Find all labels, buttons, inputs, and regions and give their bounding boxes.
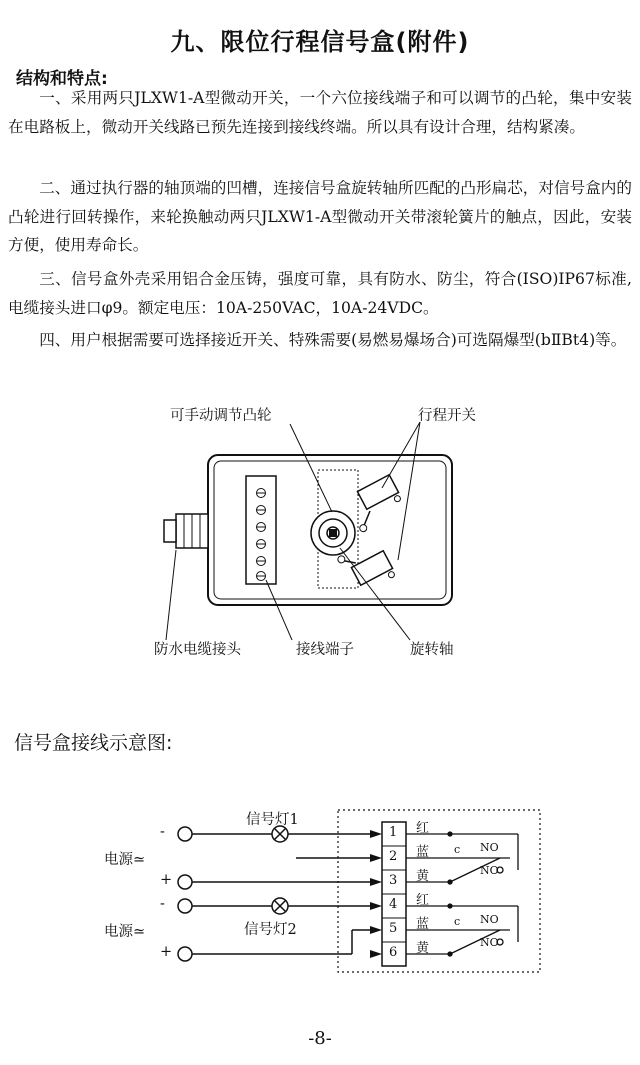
label-lamp-2: 信号灯2: [244, 922, 297, 938]
wiring-section-title: 信号盒接线示意图:: [14, 732, 173, 754]
paragraph-4: 四、用户根据需要可选择接近开关、特殊需要(易燃易爆场合)可选隔爆型(bⅡBt4)等。: [39, 331, 627, 349]
contact-no-label-3: NO: [480, 913, 499, 926]
contact-c-label-2: c: [454, 915, 461, 928]
terminal-number-5: 5: [389, 921, 398, 936]
terminal-number-1: 1: [389, 825, 398, 840]
label-power-2: 电源≃: [104, 924, 146, 940]
wire-color-5: 蓝: [416, 917, 430, 932]
label-waterproof-gland: 防水电缆接头: [154, 642, 241, 658]
external-wires: [178, 827, 370, 961]
sign-plus-2: +: [160, 944, 173, 960]
wire-color-1: 红: [416, 821, 430, 836]
wire-color-4: 红: [416, 893, 430, 908]
terminal-number-4: 4: [389, 897, 398, 912]
paragraph-1: 一、采用两只JLXW1-A型微动开关，一个六位接线端子和可以调节的凸轮，集中安装在电路板上，微动开关线路已预先连接到接线终端。所以具有设计合理，结构紧凑。: [8, 89, 632, 136]
signal-lamp-2-icon: [272, 898, 288, 914]
wire-color-6: 黄: [416, 941, 430, 956]
label-lamp-1: 信号灯1: [246, 812, 299, 828]
label-power-1: 电源≃: [104, 852, 146, 868]
sign-plus-1: +: [160, 872, 173, 888]
terminal-strip: [370, 822, 406, 966]
wire-color-3: 黄: [416, 869, 430, 884]
sign-minus-2: -: [160, 896, 165, 912]
label-rotary-shaft: 旋转轴: [410, 642, 454, 658]
contact-no-label-2: NO: [480, 864, 499, 877]
paragraph-3: 三、信号盒外壳采用铝合金压铸，强度可靠，具有防水、防尘，符合(ISO)IP67标准,电缆接头进口φ9。额定电压：10A-250VAC，10A-24VDC。: [8, 270, 632, 317]
terminal-number-2: 2: [389, 849, 398, 864]
label-travel-switch: 行程开关: [418, 408, 476, 424]
page-number: -8-: [308, 1028, 332, 1049]
terminal-number-3: 3: [389, 873, 398, 888]
contact-c-label-1: c: [454, 843, 461, 856]
contact-no-label-1: NO: [480, 841, 499, 854]
label-terminal: 接线端子: [296, 642, 354, 658]
page-title: 九、限位行程信号盒(附件): [170, 28, 470, 56]
paragraph-2: 二、通过执行器的轴顶端的凹槽，连接信号盒旋转轴所匹配的凸形扁芯，对信号盒内的凸轮进行回转操作，来轮换触动两只JLXW1-A型微动开关带滚轮簧片的触点，因此，安装方便，使用寿命长。: [8, 179, 632, 254]
label-adjustable-cam: 可手动调节凸轮: [170, 408, 272, 424]
contact-no-label-4: NO: [480, 936, 499, 949]
wire-color-2: 蓝: [416, 845, 430, 860]
section-heading: 结构和特点:: [16, 69, 108, 89]
sign-minus-1: -: [160, 824, 165, 840]
terminal-number-6: 6: [389, 945, 398, 960]
